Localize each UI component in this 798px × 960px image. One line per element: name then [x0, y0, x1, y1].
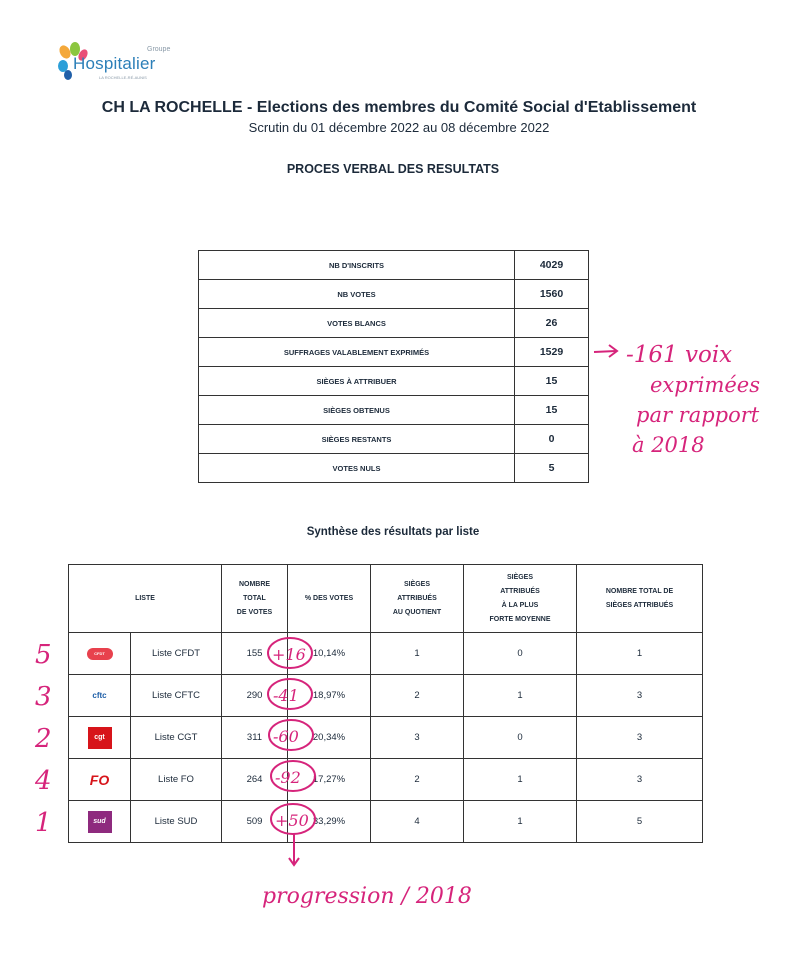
summary-row: [199, 280, 589, 309]
logo-tagline: LA ROCHELLE-RÉ-AUNIS: [99, 75, 147, 80]
list-name: Liste FO: [131, 759, 222, 801]
fo-logo-icon: FO: [89, 771, 110, 788]
summary-label: SUFFRAGES VALABLEMENT EXPRIMÉS: [199, 338, 515, 367]
note-line-1: -161 voix: [626, 342, 733, 368]
forte-cell: 1: [464, 759, 577, 801]
note-line-2: exprimées: [650, 373, 761, 397]
rank-number: 1: [35, 808, 52, 838]
forte-cell: 0: [464, 633, 577, 675]
header-forte-moyenne: [464, 565, 577, 633]
table-row: [69, 759, 703, 801]
list-name: Liste CGT: [131, 717, 222, 759]
header-line: SIÈGES ATTRIBUÉS: [605, 601, 674, 609]
delta-value: -92: [275, 768, 301, 787]
summary-table: [198, 250, 589, 483]
summary-value: 26: [515, 309, 589, 338]
logo-groupe-text: Groupe: [147, 46, 171, 53]
cftc-logo-icon: cftc: [92, 690, 107, 700]
header-line: À LA PLUS: [501, 601, 539, 609]
header-pct: % DES VOTES: [288, 565, 371, 633]
table-row: [69, 633, 703, 675]
summary-row: [199, 309, 589, 338]
summary-row: [199, 367, 589, 396]
header-line: NOMBRE TOTAL DE: [605, 587, 674, 595]
page-subtitle: Scrutin du 01 décembre 2022 au 08 décembre 2022: [248, 120, 550, 135]
delta-value: +50: [275, 811, 309, 830]
list-name: Liste CFDT: [131, 633, 222, 675]
arrow-right-icon: [594, 345, 617, 357]
quotient-cell: 2: [371, 675, 464, 717]
total-seats-cell: 3: [577, 675, 703, 717]
quotient-cell: 1: [371, 633, 464, 675]
list-name: Liste CFTC: [131, 675, 222, 717]
votes-cell: 155: [222, 633, 288, 675]
pct-cell: 10,14%: [288, 633, 371, 675]
cgt-logo-icon: cgt: [88, 727, 112, 749]
cfdt-logo-icon: CFDT: [87, 648, 113, 660]
total-seats-cell: 5: [577, 801, 703, 843]
group-logo: [55, 40, 175, 85]
union-logo-cell: [69, 759, 131, 801]
quotient-cell: 4: [371, 801, 464, 843]
summary-row: [199, 454, 589, 483]
summary-label: SIÈGES RESTANTS: [199, 425, 515, 454]
union-logo-cell: [69, 675, 131, 717]
summary-value: 4029: [515, 251, 589, 280]
votes-cell: 509: [222, 801, 288, 843]
results-table: [68, 564, 703, 843]
delta-value: -41: [273, 686, 299, 705]
total-seats-cell: 3: [577, 717, 703, 759]
summary-value: 0: [515, 425, 589, 454]
summary-row: [199, 338, 589, 367]
synthese-title: Synthèse des résultats par liste: [306, 526, 480, 538]
page-title: CH LA ROCHELLE - Elections des membres du Comité Social d'Etablissement: [101, 99, 697, 116]
results-header-row: [69, 565, 703, 633]
header-line: NOMBRE: [238, 580, 271, 588]
header-line: ATTRIBUÉS: [397, 594, 437, 602]
sud-logo-icon: sud: [88, 811, 112, 833]
votes-cell: 311: [222, 717, 288, 759]
delta-value: -60: [273, 727, 299, 746]
header-liste: LISTE: [69, 565, 222, 633]
rank-number: 2: [35, 724, 52, 754]
summary-value: 1529: [515, 338, 589, 367]
rank-number: 5: [35, 640, 52, 670]
header-total-votes: [222, 565, 288, 633]
summary-label: NB VOTES: [199, 280, 515, 309]
summary-value: 15: [515, 367, 589, 396]
list-name: Liste SUD: [131, 801, 222, 843]
votes-cell: 290: [222, 675, 288, 717]
table-row: [69, 801, 703, 843]
forte-cell: 1: [464, 801, 577, 843]
header-line: SIÈGES: [506, 573, 534, 581]
header-line: SIÈGES: [403, 580, 431, 588]
summary-row: [199, 425, 589, 454]
rank-number: 4: [35, 766, 52, 796]
quotient-cell: 2: [371, 759, 464, 801]
union-logo-cell: [69, 717, 131, 759]
summary-label: VOTES BLANCS: [199, 309, 515, 338]
union-logo-cell: [69, 801, 131, 843]
summary-label: SIÈGES À ATTRIBUER: [199, 367, 515, 396]
summary-value: 5: [515, 454, 589, 483]
forte-cell: 0: [464, 717, 577, 759]
pct-cell: 33,29%: [288, 801, 371, 843]
header-total-seats: [577, 565, 703, 633]
union-logo-cell: [69, 633, 131, 675]
summary-row: [199, 396, 589, 425]
table-row: [69, 717, 703, 759]
quotient-cell: 3: [371, 717, 464, 759]
note-line-4: à 2018: [632, 433, 705, 457]
pct-cell: 20,34%: [288, 717, 371, 759]
summary-row: [199, 251, 589, 280]
rank-number: 3: [35, 682, 52, 712]
header-quotient: [371, 565, 464, 633]
summary-label: SIÈGES OBTENUS: [199, 396, 515, 425]
forte-cell: 1: [464, 675, 577, 717]
header-line: DE VOTES: [236, 608, 273, 616]
table-row: [69, 675, 703, 717]
summary-label: NB D'INSCRITS: [199, 251, 515, 280]
summary-label: VOTES NULS: [199, 454, 515, 483]
progression-note: progression / 2018: [262, 884, 472, 909]
votes-cell: 264: [222, 759, 288, 801]
header-line: ATTRIBUÉS: [500, 587, 540, 595]
header-line: FORTE MOYENNE: [489, 615, 551, 623]
pct-cell: 17,27%: [288, 759, 371, 801]
header-line: AU QUOTIENT: [392, 608, 442, 616]
pct-cell: 18,97%: [288, 675, 371, 717]
summary-value: 1560: [515, 280, 589, 309]
pv-title: PROCES VERBAL DES RESULTATS: [286, 162, 500, 176]
total-seats-cell: 3: [577, 759, 703, 801]
logo-name-text: Hospitalier: [73, 54, 156, 73]
note-line-3: par rapport: [636, 403, 760, 427]
summary-value: 15: [515, 396, 589, 425]
delta-value: +16: [272, 645, 306, 664]
header-line: TOTAL: [243, 594, 266, 602]
total-seats-cell: 1: [577, 633, 703, 675]
